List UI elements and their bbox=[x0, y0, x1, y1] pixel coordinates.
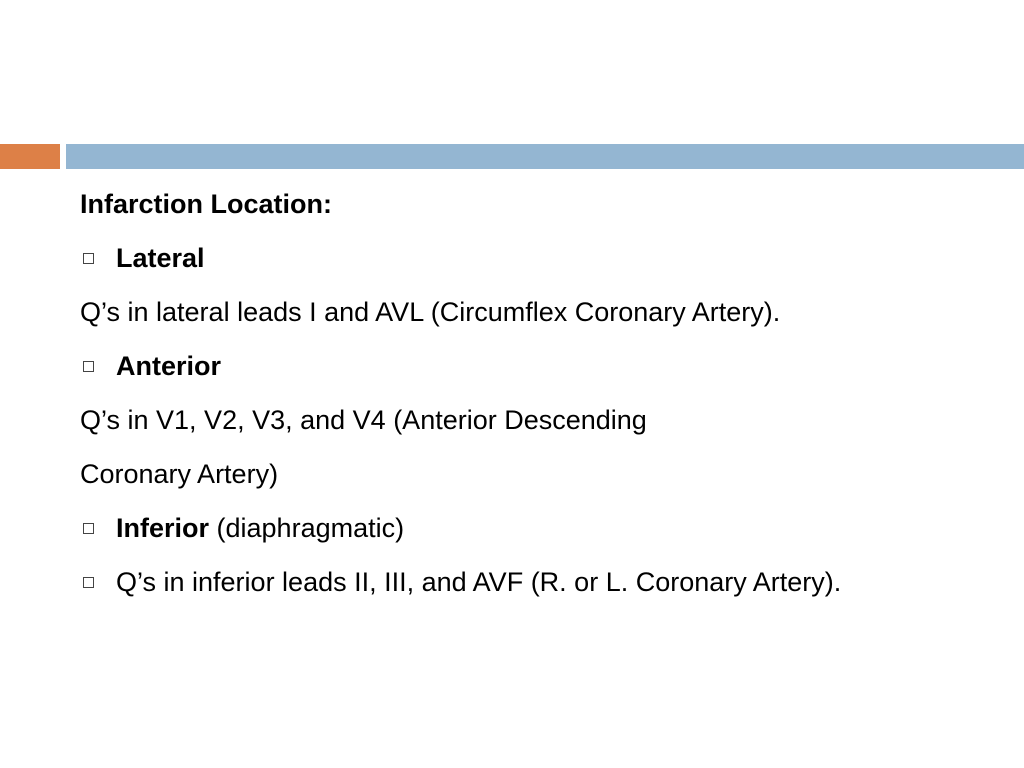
square-bullet-icon bbox=[83, 361, 94, 372]
bullet-anterior bbox=[80, 350, 980, 382]
bullet-inferior-detail bbox=[80, 560, 936, 604]
square-bullet-icon bbox=[83, 577, 94, 588]
text-lateral-detail: Q’s in lateral leads I and AVL (Circumflex Coronary Artery). bbox=[80, 297, 781, 327]
square-bullet-icon bbox=[83, 253, 94, 264]
bullet-label: Inferior bbox=[116, 513, 210, 543]
bullet-inferior bbox=[80, 512, 980, 544]
blue-accent-bar bbox=[66, 144, 1024, 169]
bullet-suffix: (diaphragmatic) bbox=[209, 513, 405, 543]
slide-body bbox=[80, 188, 980, 626]
bullet-label: Anterior bbox=[116, 351, 222, 381]
text-anterior-detail-2: Coronary Artery) bbox=[80, 459, 279, 489]
section-heading: Infarction Location: bbox=[80, 189, 332, 219]
bullet-label: Lateral bbox=[116, 243, 205, 273]
text-anterior-detail-1: Q’s in V1, V2, V3, and V4 (Anterior Descending bbox=[80, 405, 647, 435]
orange-accent-bar bbox=[0, 144, 60, 169]
bullet-text: Q’s in inferior leads II, III, and AVF (R. or L. Coronary Artery). bbox=[116, 567, 842, 597]
bullet-lateral bbox=[80, 242, 980, 274]
square-bullet-icon bbox=[83, 523, 94, 534]
